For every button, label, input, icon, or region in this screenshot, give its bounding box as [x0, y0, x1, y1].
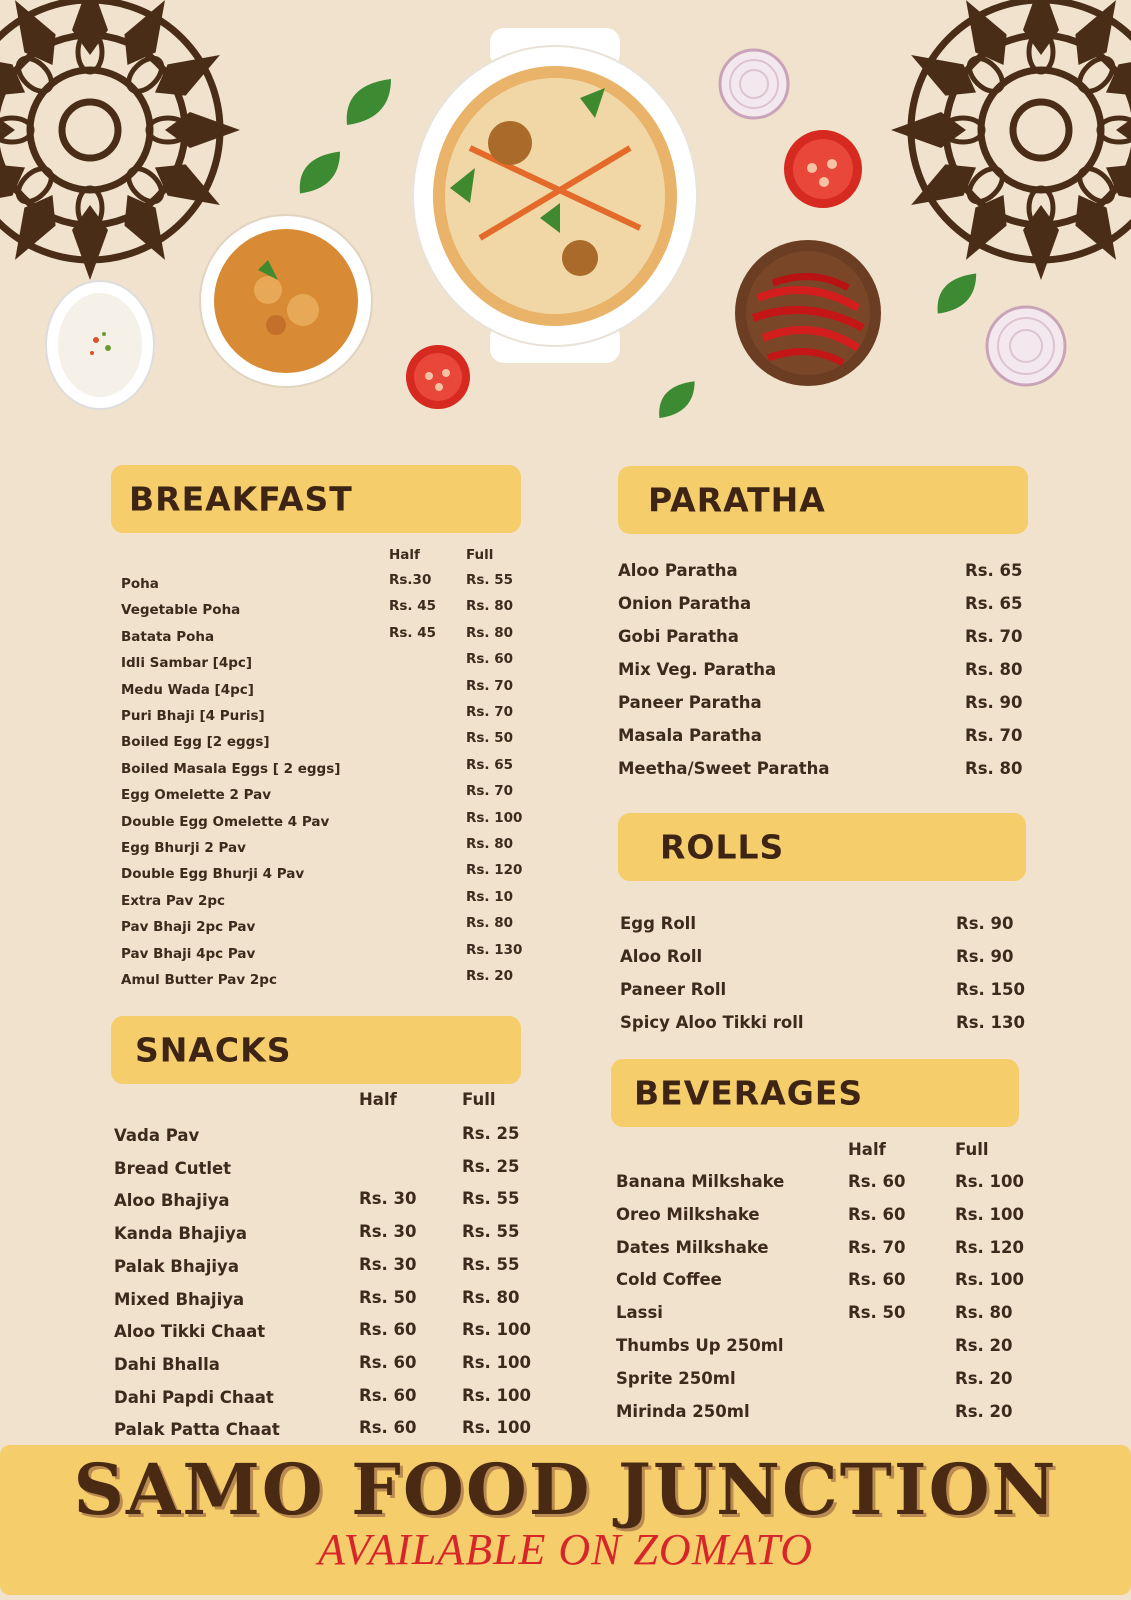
onion-icon — [718, 48, 790, 120]
menu-item-full-price: Rs. 100 — [462, 1418, 531, 1438]
menu-item-name: Boiled Egg [2 eggs] — [121, 734, 270, 751]
menu-item-name: Spicy Aloo Tikki roll — [620, 1013, 804, 1032]
snacks-half-label: Half — [359, 1090, 397, 1109]
menu-item-half-price: Rs. 45 — [389, 598, 437, 615]
menu-item-name: Aloo Paratha — [618, 561, 738, 580]
menu-item-full-price: Rs. 80 — [466, 624, 514, 641]
menu-item-name: Thumbs Up 250ml — [616, 1336, 784, 1355]
curry-bowl-icon — [198, 210, 374, 392]
raita-bowl-icon — [44, 278, 156, 413]
menu-item-full-price: Rs. 55 — [462, 1222, 520, 1242]
beverages-full-label: Full — [955, 1140, 989, 1159]
rolls-title: ROLLS — [660, 827, 785, 867]
menu-item-full-price: Rs. 10 — [466, 888, 514, 905]
menu-item-half-price: Rs. 45 — [389, 624, 437, 641]
menu-item-name: Dahi Bhalla — [114, 1354, 220, 1374]
menu-item-full-price: Rs. 70 — [466, 783, 514, 800]
menu-item-full-price: Rs. 100 — [955, 1204, 1024, 1224]
tomato-icon — [405, 344, 471, 410]
menu-item-full-price: Rs. 80 — [466, 836, 514, 852]
menu-item-full-price: Rs. 70 — [466, 677, 514, 694]
menu-item-full-price: Rs. 120 — [955, 1237, 1024, 1257]
beverages-title: BEVERAGES — [634, 1073, 864, 1113]
menu-item-full-price: Rs. 20 — [466, 968, 514, 984]
menu-item-full-price: Rs. 20 — [955, 1336, 1013, 1355]
menu-item-name: Vada Pav — [114, 1126, 200, 1145]
menu-item-full-price: Rs. 100 — [466, 809, 523, 826]
menu-item-price: Rs. 80 — [965, 759, 1023, 778]
menu-item-name: Palak Bhajiya — [114, 1256, 239, 1276]
brand-name: SAMO FOOD JUNCTION — [73, 1448, 1058, 1531]
menu-item-name: Masala Paratha — [618, 726, 762, 745]
menu-item-name: Egg Bhurji 2 Pav — [121, 840, 246, 856]
paratha-title: PARATHA — [648, 480, 826, 520]
menu-item-full-price: Rs. 130 — [466, 941, 523, 958]
menu-item-name: Lassi — [616, 1303, 663, 1323]
menu-item-price: Rs. 90 — [965, 693, 1023, 712]
menu-item-full-price: Rs. 55 — [462, 1189, 520, 1209]
menu-item-name: Pav Bhaji 4pc Pav — [121, 945, 256, 962]
menu-item-half-price: Rs. 60 — [848, 1270, 906, 1290]
menu-item-price: Rs. 130 — [956, 1013, 1025, 1032]
breakfast-full-label: Full — [466, 547, 494, 563]
menu-item-full-price: Rs. 100 — [462, 1352, 531, 1372]
menu-item-half-price: Rs. 50 — [359, 1287, 417, 1307]
menu-item-price: Rs. 70 — [965, 726, 1023, 745]
menu-item-full-price: Rs. 25 — [462, 1156, 520, 1176]
menu-item-half-price: Rs. 30 — [359, 1222, 417, 1242]
menu-item-full-price: Rs. 50 — [466, 730, 514, 747]
menu-item-half-price: Rs. 50 — [848, 1303, 906, 1323]
menu-item-price: Rs. 65 — [965, 561, 1023, 580]
menu-item-name: Dates Milkshake — [616, 1237, 769, 1257]
menu-item-half-price: Rs. 60 — [359, 1352, 417, 1372]
menu-item-full-price: Rs. 20 — [955, 1368, 1013, 1388]
menu-item-name: Paneer Roll — [620, 980, 727, 999]
tomato-icon — [782, 128, 864, 210]
menu-item-half-price: Rs. 30 — [359, 1254, 417, 1274]
zomato-tagline: AVAILABLE ON ZOMATO — [317, 1525, 814, 1574]
menu-item-price: Rs. 90 — [956, 947, 1014, 966]
snacks-title: SNACKS — [135, 1030, 292, 1070]
menu-item-full-price: Rs. 100 — [955, 1270, 1024, 1290]
mint-leaf-icon — [343, 75, 395, 130]
menu-item-full-price: Rs. 55 — [462, 1254, 520, 1274]
beverages-half-label: Half — [848, 1140, 886, 1159]
menu-item-full-price: Rs. 25 — [462, 1124, 520, 1143]
menu-item-full-price: Rs. 120 — [466, 862, 523, 879]
menu-item-name: Egg Omelette 2 Pav — [121, 787, 272, 804]
mint-leaf-icon — [295, 148, 345, 198]
chili-bowl-icon — [733, 238, 883, 388]
menu-item-name: Aloo Bhajiya — [114, 1191, 230, 1211]
menu-item-full-price: Rs. 60 — [466, 651, 514, 668]
biryani-bowl-icon — [410, 28, 700, 363]
menu-item-price: Rs. 90 — [956, 914, 1014, 933]
mint-leaf-icon — [930, 270, 984, 318]
onion-icon — [985, 305, 1067, 387]
menu-item-name: Boiled Masala Eggs [ 2 eggs] — [121, 760, 341, 777]
menu-item-name: Paneer Paratha — [618, 693, 762, 712]
menu-item-price: Rs. 80 — [965, 660, 1023, 679]
menu-item-name: Gobi Paratha — [618, 627, 739, 646]
menu-item-half-price: Rs. 70 — [848, 1237, 906, 1257]
menu-item-name: Poha — [121, 576, 159, 592]
menu-item-name: Puri Bhaji [4 Puris] — [121, 708, 265, 724]
menu-item-name: Onion Paratha — [618, 594, 752, 613]
menu-item-half-price: Rs. 60 — [359, 1385, 417, 1405]
menu-item-price: Rs. 70 — [965, 627, 1023, 646]
menu-item-half-price: Rs. 30 — [359, 1189, 417, 1209]
menu-item-full-price: Rs. 65 — [466, 756, 514, 773]
menu-item-half-price: Rs. 60 — [359, 1320, 417, 1340]
paratha-header — [618, 466, 1028, 534]
menu-item-name: Kanda Bhajiya — [114, 1224, 248, 1244]
menu-item-name: Double Egg Omelette 4 Pav — [121, 813, 330, 830]
menu-item-full-price: Rs. 70 — [466, 704, 514, 720]
menu-item-name: Egg Roll — [620, 914, 696, 933]
beverages-header — [611, 1059, 1019, 1127]
menu-item-name: Batata Poha — [121, 628, 215, 645]
menu-item-half-price: Rs. 60 — [359, 1418, 417, 1438]
mandala-icon — [891, 0, 1131, 280]
menu-item-full-price: Rs. 80 — [466, 598, 514, 615]
menu-item-name: Vegetable Poha — [121, 602, 241, 619]
menu-item-full-price: Rs. 55 — [466, 572, 514, 588]
menu-item-full-price: Rs. 100 — [462, 1385, 531, 1405]
menu-item-price: Rs. 65 — [965, 594, 1023, 613]
menu-item-name: Cold Coffee — [616, 1270, 722, 1290]
menu-item-name: Pav Bhaji 2pc Pav — [121, 919, 256, 936]
menu-item-name: Oreo Milkshake — [616, 1204, 760, 1224]
menu-item-name: Banana Milkshake — [616, 1172, 785, 1191]
menu-item-half-price: Rs.30 — [389, 572, 432, 588]
menu-item-full-price: Rs. 80 — [462, 1287, 520, 1307]
menu-item-price: Rs. 150 — [956, 980, 1025, 999]
menu-item-full-price: Rs. 80 — [466, 915, 514, 932]
menu-item-full-price: Rs. 80 — [955, 1303, 1013, 1323]
menu-item-name: Bread Cutlet — [114, 1158, 232, 1178]
menu-item-name: Extra Pav 2pc — [121, 892, 226, 909]
menu-item-name: Mix Veg. Paratha — [618, 660, 777, 679]
mint-leaf-icon — [655, 378, 699, 422]
breakfast-header — [111, 465, 521, 533]
menu-item-name: Sprite 250ml — [616, 1368, 736, 1388]
menu-item-name: Palak Patta Chaat — [114, 1420, 280, 1440]
menu-item-name: Amul Butter Pav 2pc — [121, 972, 277, 988]
breakfast-half-label: Half — [389, 547, 420, 563]
menu-item-name: Double Egg Bhurji 4 Pav — [121, 866, 305, 883]
menu-item-name: Mixed Bhajiya — [114, 1289, 245, 1309]
menu-item-name: Aloo Roll — [620, 947, 703, 966]
snacks-full-label: Full — [462, 1090, 496, 1109]
menu-item-half-price: Rs. 60 — [848, 1172, 906, 1191]
menu-item-name: Meetha/Sweet Paratha — [618, 759, 830, 778]
snacks-header — [111, 1016, 521, 1084]
breakfast-title: BREAKFAST — [129, 479, 353, 519]
menu-item-name: Aloo Tikki Chaat — [114, 1322, 266, 1342]
menu-item-name: Medu Wada [4pc] — [121, 681, 254, 698]
menu-item-full-price: Rs. 100 — [955, 1172, 1024, 1191]
rolls-header — [618, 813, 1026, 881]
menu-item-name: Idli Sambar [4pc] — [121, 655, 253, 672]
menu-item-name: Dahi Papdi Chaat — [114, 1387, 274, 1407]
menu-item-full-price: Rs. 100 — [462, 1320, 531, 1340]
menu-item-name: Mirinda 250ml — [616, 1401, 750, 1421]
menu-item-full-price: Rs. 20 — [955, 1401, 1013, 1421]
menu-item-half-price: Rs. 60 — [848, 1204, 906, 1224]
